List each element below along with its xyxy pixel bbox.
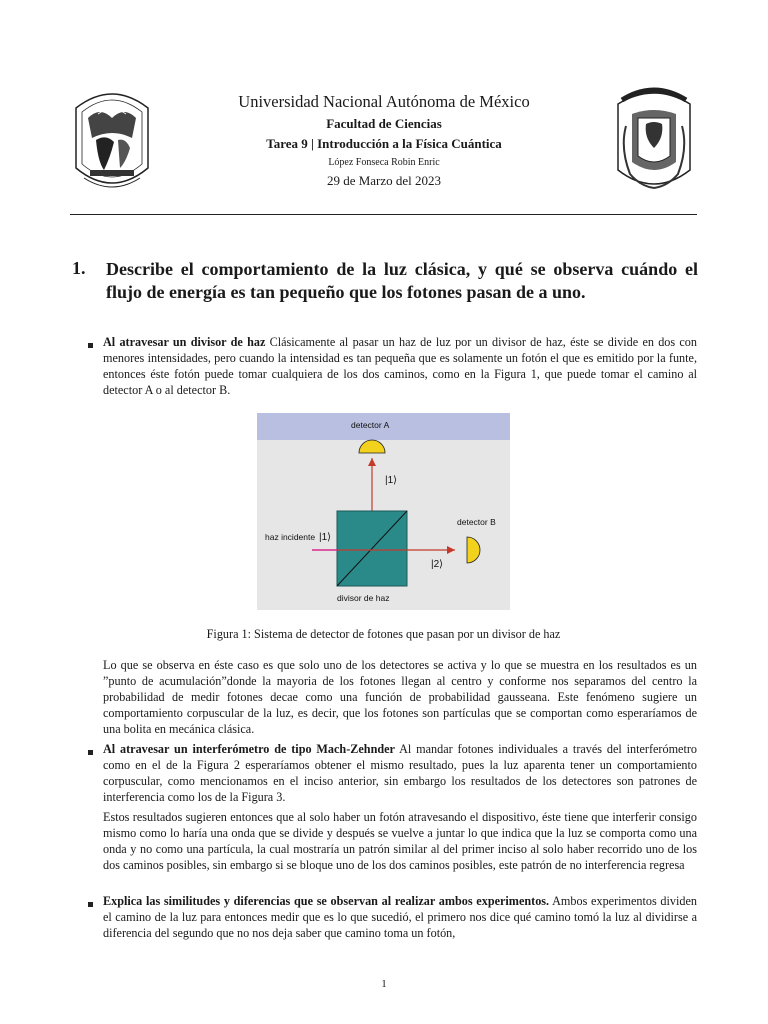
item-body: Clásicamente al pasar un haz de luz por un divisor de haz, éste se divide en dos con menores intensidades, pero cuando la intensidad es tan pequeña que es solamente un fotón el que es emitido por la funte, entonces éste fotón puede tomar cualquiera de los dos caminos, como en la Figura 1, que puede tomar el camino al detector A o al detector B.	[103, 335, 697, 397]
item-beam-splitter	[103, 334, 697, 398]
bullet-marker	[88, 750, 93, 755]
item-body: Ambos experimentos dividen el camino de la luz para entonces medir que es lo que sucedió, el primero nos dice qué camino tomó la luz al dividirse a diferencia del segundo que no nos deja saber que camino toma un fotón,	[103, 894, 697, 940]
bullet-marker	[88, 902, 93, 907]
bullet-marker	[88, 343, 93, 348]
faculty-name: Facultad de Ciencias	[326, 116, 442, 131]
incident-ket-label: |1⟩	[319, 532, 332, 543]
question-text: Describe el comportamiento de la luz clásica, y qué se observa cuándo el flujo de energía es tan pequeño que los fotones pasan de a uno.	[106, 259, 698, 302]
author-name: López Fonseca Robin Enric	[328, 157, 440, 168]
header-divider	[70, 214, 697, 215]
detector-b-label: detector B	[457, 517, 496, 527]
page-number: 1	[381, 978, 387, 990]
item-mach-zehnder	[103, 741, 697, 805]
item-title: Al atravesar un interferómetro de tipo Mach-Zehnder	[103, 742, 395, 756]
beam-splitter-label: divisor de haz	[337, 593, 390, 603]
paragraph-interference: Estos resultados sugieren entonces que al solo haber un fotón atravesando el dispositivo, éste tiene que interferir consigo mismo como lo haría una onda que se divide y después se vuelve a juntar lo que indica que la luz se comporta como una onda y no como una partícula, la cual mostraría un patrón similar al del primer inciso al solo haber recorrido uno de los dos caminos posibles, sin embargo si se bloque uno de los dos caminos posibles, este patrón de no interferencia regresa	[103, 810, 697, 872]
question-number: 1.	[72, 258, 86, 278]
assignment-title: Tarea 9 | Introducción a la Física Cuántica	[266, 136, 502, 151]
ciencias-seal-logo	[612, 78, 696, 200]
university-name: Universidad Nacional Autónoma de México	[238, 92, 530, 111]
incident-beam-label: haz incidente	[265, 532, 316, 542]
item-title: Explica las similitudes y diferencias que se observan al realizar ambos experimentos.	[103, 894, 550, 908]
item-title: Al atravesar un divisor de haz	[103, 335, 266, 349]
document-header	[170, 92, 598, 189]
item-comparison	[103, 893, 697, 941]
beam-splitter-figure	[257, 413, 510, 610]
document-date: 29 de Marzo del 2023	[326, 173, 442, 188]
paragraph-observation: Lo que se observa en éste caso es que solo uno de los detectores se activa y lo que se muestra en los resultados es un ”punto de acumulación”donde la mayoria de los fotones llegan al centro y conforme nos separamos del centro la probabilidad de medir fotones decae como una función de probabilidad gausseana. Este fenómeno sugiere un comportamiento corpuscular de la luz, es decir, que los fotones son partículas que se comportan como esperaríamos de una bolita en mecánica clásica.	[103, 658, 697, 736]
ket-2-label: |2⟩	[431, 559, 444, 570]
detector-a-label: detector A	[351, 420, 390, 430]
ket-1-label: |1⟩	[385, 475, 398, 486]
unam-seal-logo	[70, 78, 154, 200]
figure-caption: Figura 1: Sistema de detector de fotones que pasan por un divisor de haz	[206, 627, 561, 641]
item-body: Al mandar fotones individuales a través del interferómetro como en el de la Figura 2 esperaríamos obtener el mismo resultado, pues la luz aparenta tener un comportamiento corpuscular, como mencionamos en el inciso anterior, sin embargo los resultados de los detectores son patrones de interferencia como los de la Figura 3.	[103, 742, 697, 804]
